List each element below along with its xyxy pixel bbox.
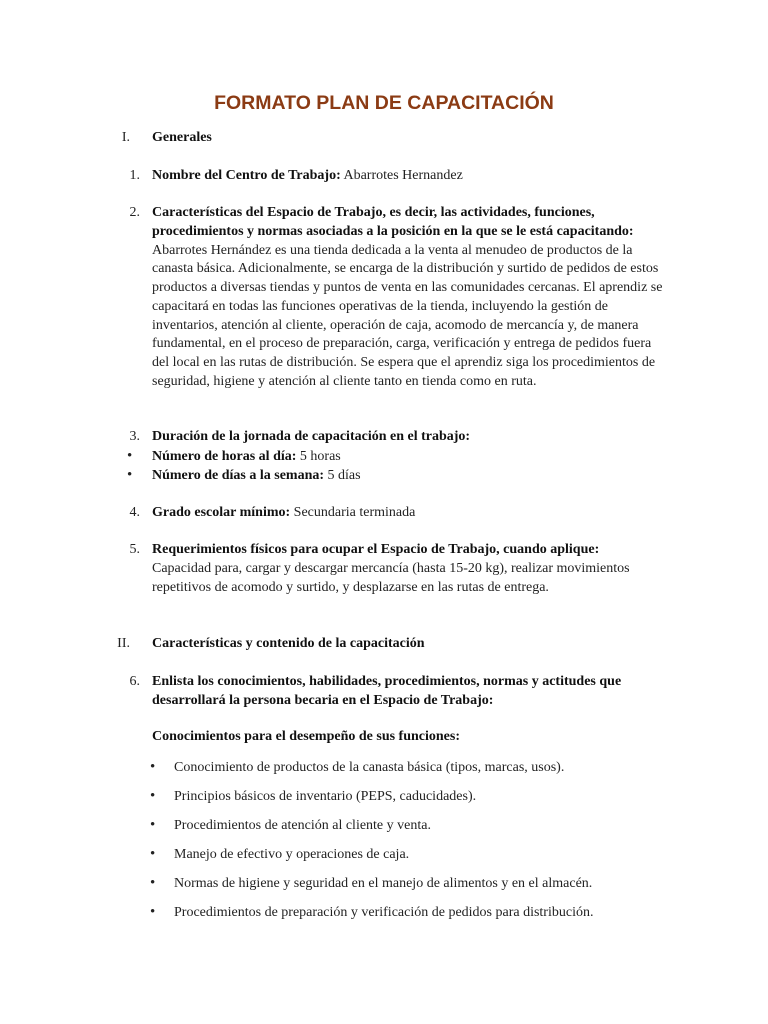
list-item: Principios básicos de inventario (PEPS, caducidades).	[174, 789, 477, 804]
bullet-icon: •	[150, 904, 156, 920]
section-heading: Características y contenido de la capacitación	[152, 636, 425, 651]
item-text: Nombre del Centro de Trabajo: Abarrotes Hernandez	[152, 168, 463, 183]
bullet-icon: •	[150, 817, 156, 833]
item-number: 5.	[129, 542, 140, 557]
item-paragraph: Características del Espacio de Trabajo, es decir, las actividades, funciones, procedimientos y normas asociadas a la posición en la que se le está capacitando: Abarrotes Hernández es una tienda dedicada a la venta al menudeo de productos de la canasta básica. Adicionalmente, se encarga de la distribución y surtido de pedidos de estos productos a diversas tiendas y puntos de venta en las comunidades cercanas. El aprendiz se capacitará en todas las funciones operativas de la tienda, incluyendo la gestión de inventarios, atención al cliente, operación de caja, acomodo de mercancía y, de manera fundamental, en el proceso de preparación, carga, verificación y entrega de pedidos fuera del local en las rutas de distribución. Se espera que el aprendiz siga los procedimientos de seguridad, higiene y atención al cliente tanto en tienda como en ruta.	[152, 205, 663, 389]
section-numeral: II.	[117, 636, 130, 651]
list-item: Normas de higiene y seguridad en el manejo de alimentos y en el almacén.	[174, 876, 593, 891]
list-item: Procedimientos de atención al cliente y venta.	[174, 818, 431, 833]
item-paragraph: Enlista los conocimientos, habilidades, procedimientos, normas y actitudes que desarrollará la persona becaria en el Espacio de Trabajo:	[152, 674, 622, 708]
section-numeral: I.	[121, 130, 130, 145]
item-number: 1.	[129, 168, 140, 183]
subheading: Conocimientos para el desempeño de sus funciones:	[152, 729, 461, 744]
bullet-text: Número de horas al día: 5 horas	[152, 449, 341, 464]
bullet-icon: •	[150, 788, 156, 804]
item-number: 4.	[129, 505, 140, 520]
bullet-text: Número de días a la semana: 5 días	[152, 468, 361, 483]
item-paragraph: Requerimientos físicos para ocupar el Espacio de Trabajo, cuando aplique: Capacidad para, cargar y descargar mercancía (hasta 15-20 kg), realizar movimientos repetitivos de acomodo y surtido, y desplazarse en las rutas de entrega.	[152, 542, 630, 595]
list-item: Manejo de efectivo y operaciones de caja.	[174, 847, 410, 862]
bullet-icon: •	[127, 467, 133, 483]
document-title: FORMATO PLAN DE CAPACITACIÓN	[214, 92, 554, 114]
item-number: 6.	[129, 674, 140, 689]
item-number: 3.	[129, 429, 140, 444]
item-number: 2.	[129, 205, 140, 220]
bullet-icon: •	[150, 875, 156, 891]
bullet-icon: •	[150, 759, 156, 775]
list-item: Conocimiento de productos de la canasta básica (tipos, marcas, usos).	[174, 760, 565, 775]
item-text: Duración de la jornada de capacitación en el trabajo:	[152, 429, 471, 444]
item-text: Grado escolar mínimo: Secundaria terminada	[152, 505, 416, 520]
bullet-icon: •	[127, 448, 133, 464]
bullet-icon: •	[150, 846, 156, 862]
section-heading: Generales	[152, 130, 212, 145]
list-item: Procedimientos de preparación y verificación de pedidos para distribución.	[174, 905, 594, 920]
